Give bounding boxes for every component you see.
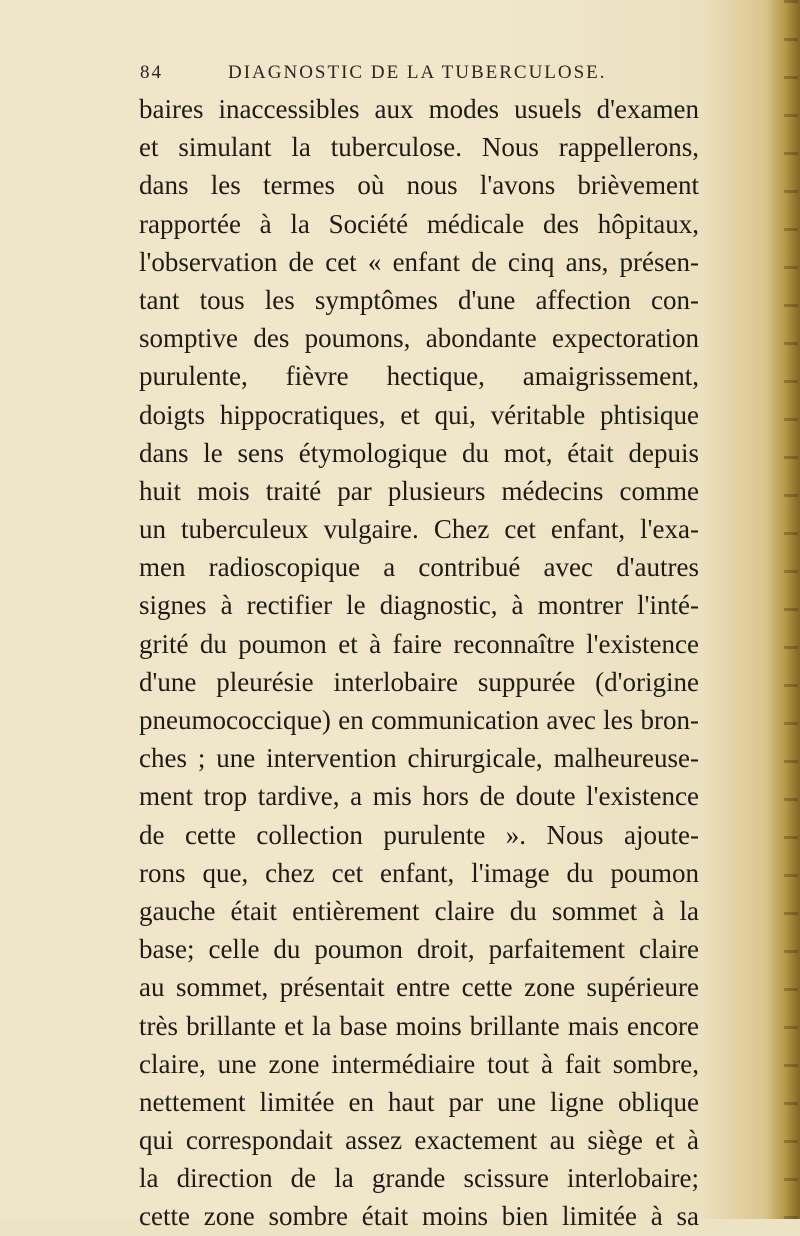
text-line: grité du poumon et à faire reconnaître l'existence — [139, 628, 699, 659]
text-line: tant tous les symptômes d'une affection con- — [139, 284, 699, 315]
text-line: rons que, chez cet enfant, l'image du poumon — [139, 857, 699, 888]
running-title: DIAGNOSTIC DE LA TUBERCULOSE. — [228, 62, 607, 83]
text-line: d'une pleurésie interlobaire suppurée (d'origine — [139, 666, 699, 697]
page-number: 84 — [140, 62, 163, 83]
text-line: la direction de la grande scissure interlobaire; — [139, 1163, 699, 1194]
text-line: baires inaccessibles aux modes usuels d'examen — [139, 94, 699, 124]
text-line: au sommet, présentait entre cette zone supérieure — [139, 972, 699, 1003]
text-line: claire, une zone intermédiaire tout à fait sombre, — [139, 1048, 699, 1079]
binding-edge — [784, 0, 798, 1219]
text-line: huit mois traité par plusieurs médecins comme — [139, 475, 699, 506]
text-line: l'observation de cet « enfant de cinq ans, présen- — [139, 246, 699, 277]
text-line: dans les termes où nous l'avons brièvement — [139, 170, 699, 201]
text-line: dans le sens étymologique du mot, était depuis — [139, 437, 699, 468]
text-line: un tuberculeux vulgaire. Chez cet enfant, l'exa- — [139, 514, 699, 545]
body-text — [139, 90, 699, 1236]
text-line: nettement limitée en haut par une ligne oblique — [139, 1086, 699, 1117]
text-line: qui correspondait assez exactement au siège et à — [139, 1125, 699, 1156]
text-line: rapportée à la Société médicale des hôpitaux, — [139, 208, 699, 239]
running-header — [140, 62, 700, 86]
text-line: men radioscopique a contribué avec d'autres — [139, 552, 699, 583]
text-line: pneumococcique) en communication avec les bron- — [139, 705, 699, 735]
text-line: ment trop tardive, a mis hors de doute l'existence — [139, 781, 699, 812]
text-line: purulente, fièvre hectique, amaigrissement, — [139, 361, 699, 392]
text-line: de cette collection purulente ». Nous ajoute- — [139, 819, 699, 850]
text-line: gauche était entièrement claire du sommet à la — [139, 895, 699, 926]
text-line: ches ; une intervention chirurgicale, malheureuse- — [139, 743, 699, 774]
text-line: très brillante et la base moins brillante mais encore — [139, 1010, 699, 1041]
text-line: somptive des poumons, abondante expectoration — [139, 323, 699, 354]
text-line: base; celle du poumon droit, parfaitement claire — [139, 934, 699, 965]
text-line: signes à rectifier le diagnostic, à montrer l'inté- — [139, 590, 699, 621]
text-line: doigts hippocratiques, et qui, véritable phtisique — [139, 399, 699, 430]
text-line: et simulant la tuberculose. Nous rappellerons, — [139, 132, 699, 163]
text-line: cette zone sombre était moins bien limitée à sa — [139, 1201, 699, 1232]
